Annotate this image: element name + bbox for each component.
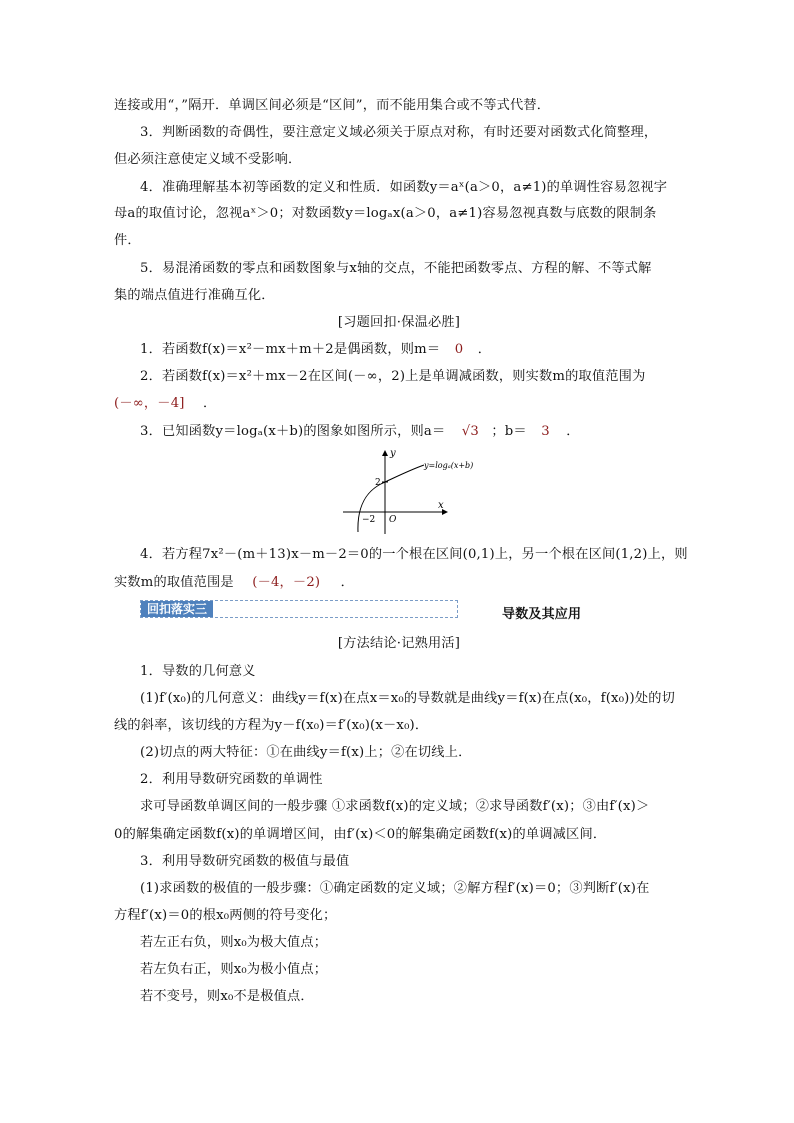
question-1	[140, 340, 684, 360]
question-text: 1．若函数f(x)＝x²－mx＋m＋2是偶函数，则m＝	[140, 342, 441, 357]
text-line: 但必须注意使定义域不受影响．	[114, 152, 302, 167]
text-line: 连接或用“，”隔开．单调区间必须是“区间”，而不能用集合或不等式代替．	[114, 98, 551, 113]
question-text: 实数m的取值范围是	[114, 575, 234, 590]
curve-label: y=logₐ(x+b)	[424, 461, 474, 470]
heading: 2．利用导数研究函数的单调性	[140, 772, 323, 787]
punct: ．	[340, 575, 355, 590]
banner-topic: 导数及其应用	[502, 607, 582, 622]
text-line: (2)切点的两大特征：①在曲线y＝f(x)上；②在切线上．	[140, 745, 472, 760]
x-tick-label: −2	[362, 515, 376, 525]
text-line: 若左正右负，则x₀为极大值点；	[140, 935, 328, 950]
text-line: (1)f′(x₀)的几何意义：曲线y＝f(x)在点x＝x₀的导数就是曲线y＝f(x)在点(x₀，f(x₀))处的切	[140, 691, 676, 706]
x-axis-label: x	[438, 500, 444, 511]
question-4-answer-line	[114, 573, 684, 593]
text-line: 方程f′(x)＝0的根x₀两侧的符号变化；	[114, 908, 337, 923]
text-line: 母a的取值讨论，忽视aˣ＞0；对数函数y＝logₐx(a＞0，a≠1)容易忽视真数与底数的限制条	[114, 206, 657, 221]
text-line: (1)求函数的极值的一般步骤：①确定函数的定义域；②解方程f′(x)＝0；③判断f′(x)在	[140, 881, 650, 896]
y-arrow	[382, 450, 388, 456]
answer-a: √3	[461, 424, 479, 439]
text-line: 集的端点值进行准确互化．	[114, 288, 275, 303]
punct: ．	[203, 396, 217, 411]
question-4: 4．若方程7x²－(m＋13)x－m－2＝0的一个根在区间(0,1)上，另一个根在区间(1,2)上，则	[140, 547, 688, 562]
answer: (－∞，－4]	[114, 396, 185, 411]
origin-label: O	[389, 515, 397, 525]
heading: 3．利用导数研究函数的极值与最值	[140, 854, 350, 869]
question-text: 3．已知函数y＝logₐ(x＋b)的图象如图所示，则a＝	[140, 424, 446, 439]
y-axis-label: y	[390, 448, 396, 459]
text-line: 3．判断函数的奇偶性，要注意定义域必须关于原点对称，有时还要对函数式化简整理，	[140, 125, 658, 140]
text-line: 线的斜率，该切线的方程为y－f(x₀)＝f′(x₀)(x－x₀)．	[114, 718, 429, 733]
log-function-graph	[338, 446, 488, 538]
section-title: [方法结论·记熟用活]	[337, 636, 461, 651]
question-3	[140, 422, 684, 442]
section-title: [习题回扣·保温必胜]	[337, 315, 461, 330]
question-text: ；b＝	[491, 424, 527, 439]
text-line: 0的解集确定函数f(x)的单调增区间，由f′(x)＜0的解集确定函数f(x)的单调减区间．	[114, 827, 607, 842]
answer-b: 3	[541, 424, 550, 439]
y-tick-label: 2	[375, 478, 381, 488]
text-line: 若不变号，则x₀不是极值点．	[140, 989, 314, 1004]
question-2-answer-line	[114, 394, 684, 414]
text-line: 5．易混淆函数的零点和函数图象与x轴的交点，不能把函数零点、方程的解、不等式解	[140, 261, 652, 276]
section-banner	[140, 600, 458, 618]
banner-label: 回扣落实三	[141, 601, 213, 617]
answer: 0	[454, 342, 464, 357]
text-line: 求可导函数单调区间的一般步骤 ①求函数f(x)的定义域；②求导函数f′(x)；③由f′(x)＞	[140, 799, 650, 814]
answer: (－4，－2)	[252, 575, 321, 590]
punct: ．	[477, 342, 492, 357]
text-line: 若左负右正，则x₀为极小值点；	[140, 962, 328, 977]
text-line: 4．准确理解基本初等函数的定义和性质．如函数y＝aˣ(a＞0，a≠1)的单调性容易忽视字	[140, 180, 668, 195]
question-2: 2．若函数f(x)＝x²＋mx－2在区间(－∞，2)上是单调减函数，则实数m的取值范围为	[140, 369, 646, 384]
text-line: 件．	[114, 233, 141, 248]
heading: 1．导数的几何意义	[140, 664, 256, 679]
punct: ．	[566, 424, 580, 439]
